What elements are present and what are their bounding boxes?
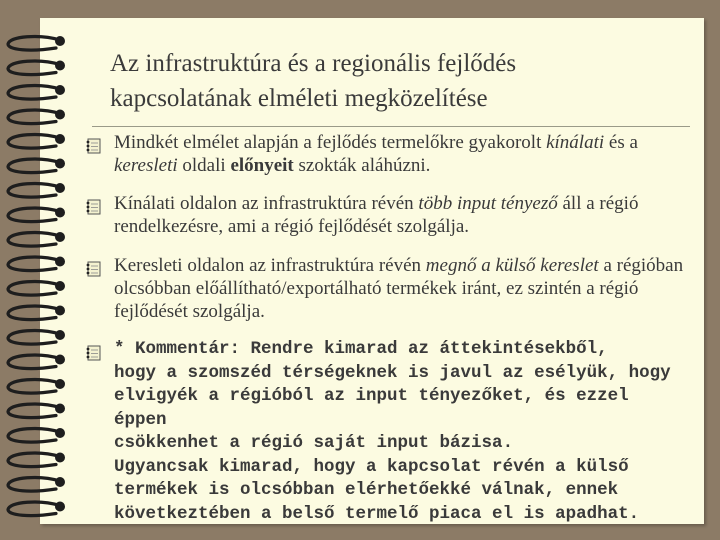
title-divider [92,126,690,127]
spiral-ring [8,404,65,418]
bullet-text-3 [114,254,684,323]
spiral-ring [8,453,65,467]
comment-line: * Kommentár: Rendre kimarad az áttekintésekből, [114,339,608,359]
bullet-text-segment: keresleti [114,155,178,176]
comment-text [114,338,684,526]
bullet-text-segment: Keresleti oldalon az infrastruktúra révén [114,255,426,276]
spiral-ring [8,134,65,148]
slide-title [110,46,690,116]
bullet-text-segment: áll a régió rendelkezésre, ami a régió fejlődését szolgálja. [114,193,639,237]
bullet-text-2 [114,192,684,238]
spiral-ring [8,208,65,222]
bullet-text-segment: előnyeit [230,155,294,176]
title-line-1: Az infrastruktúra és a regionális fejlődés [110,50,517,77]
comment-line: elvigyék a régióból az input tényezőket, és ezzel éppen [114,386,629,430]
spiral-ring [8,502,65,516]
bullet-text-segment: a régióban olcsóbban előállítható/exportálható termékek iránt, ez szintén a régió fejlődését szolgálja. [114,255,684,322]
bullet-text-segment: több input tényező [418,193,558,214]
bullet-text-segment: oldali [177,155,231,176]
notepad-bullet-icon [84,342,104,362]
notepad-bullet-icon [84,196,104,216]
spiral-ring [8,85,65,99]
title-line-2: kapcsolatának elméleti megközelítése [110,85,488,112]
spiral-ring [8,428,65,442]
comment-line: csökkenhet a régió saját input bázisa. [114,433,514,453]
comment-line: Ugyancsak kimarad, hogy a kapcsolat révén a külső [114,456,629,477]
bullet-text-segment: Kínálati oldalon az infrastruktúra révén [114,193,419,214]
spiral-ring [8,257,65,271]
bullet-text-segment: Mindkét elmélet alapján a fejlődés termelőkre gyakorolt [114,132,547,153]
comment-line: termékek is olcsóbban elérhetőekké válnak, ennek [114,480,619,500]
spiral-ring [8,110,65,124]
bullet-text-segment: és a [604,132,638,153]
spiral-ring [8,232,65,246]
spiral-ring [8,61,65,75]
spiral-ring [8,355,65,369]
spiral-ring [8,306,65,320]
spiral-ring [8,36,65,50]
spiral-ring [8,281,65,295]
bullet-text-segment: megnő a külső kereslet [425,255,599,276]
notepad-bullet-icon [84,135,104,155]
spiral-ring [8,379,65,393]
spiral-ring [8,183,65,197]
comment-line: hogy a szomszéd térségeknek is javul az esélyük, hogy [114,362,671,383]
bullet-text-segment: kínálati [546,132,605,153]
spiral-ring [8,159,65,173]
comment-line: következtében a belső termelő piaca el is apadhat. [114,503,640,524]
spiral-ring [8,330,65,344]
bullet-text-1 [114,131,684,177]
notepad-bullet-icon [84,258,104,278]
bullet-text-segment: szokták aláhúzni. [293,155,431,176]
spiral-ring [8,477,65,491]
spiral-binding-icon [0,0,80,540]
